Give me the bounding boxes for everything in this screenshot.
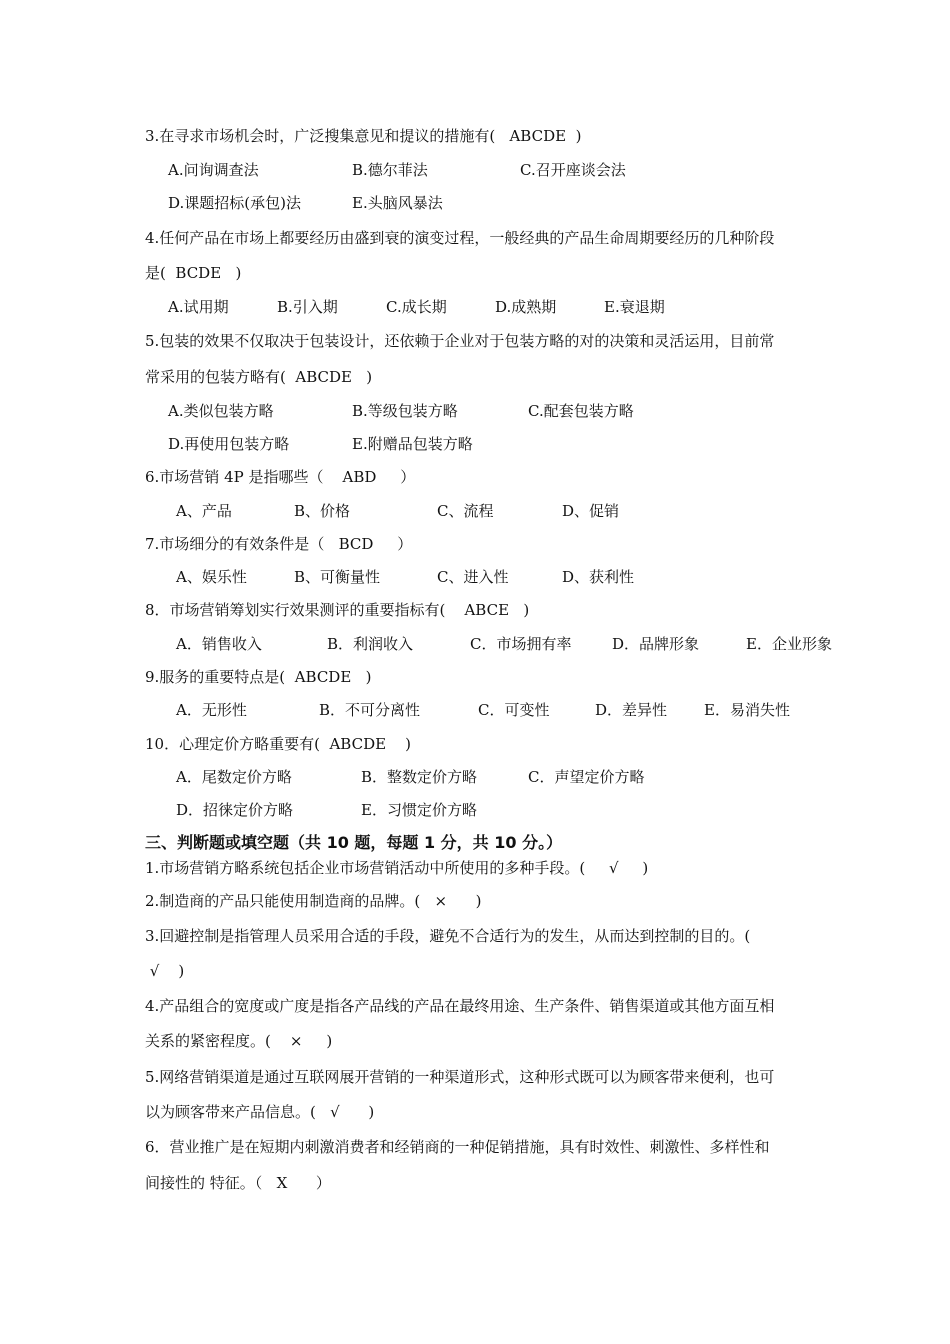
judgement-6-line1: 6．营业推广是在短期内刺激消费者和经销商的一种促销措施，具有时效性、刺激性、多样性和 <box>145 1138 770 1156</box>
q3-option-d: D.课题招标(承包)法 <box>168 194 301 212</box>
q4-stem-line1: 4.任何产品在市场上都要经历由盛到衰的演变过程，一般经典的产品生命周期要经历的几种阶段 <box>145 229 775 247</box>
q3-option-e: E.头脑风暴法 <box>352 194 443 212</box>
q5-option-d: D.再使用包装方略 <box>168 435 290 453</box>
q8-stem: 8．市场营销筹划实行效果测评的重要指标有( ABCE ) <box>145 601 530 619</box>
q9-option-d: D．差异性 <box>595 701 668 719</box>
q8-option-e: E．企业形象 <box>746 635 832 653</box>
q9-option-e: E．易消失性 <box>704 701 790 719</box>
q10-option-d: D．招徕定价方略 <box>176 801 294 819</box>
q3-option-c: C.召开座谈会法 <box>520 161 626 179</box>
judgement-5-line1: 5.网络营销渠道是通过互联网展开营销的一种渠道形式，这种形式既可以为顾客带来便利，也可 <box>145 1068 775 1086</box>
judgement-6-line2: 间接性的 特征。（ X ） <box>145 1174 331 1192</box>
q5-stem-line1: 5.包装的效果不仅取决于包装设计，还依赖于企业对于包装方略的对的决策和灵活运用，目前常 <box>145 332 775 350</box>
q6-option-d: D、促销 <box>562 502 620 520</box>
q4-option-a: A.试用期 <box>168 298 229 316</box>
judgement-2: 2.制造商的产品只能使用制造商的品牌。( × ) <box>145 892 482 910</box>
q7-option-b: B、可衡量性 <box>294 568 381 586</box>
q5-stem-line2: 常采用的包装方略有( ABCDE ) <box>145 368 373 386</box>
q5-option-a: A.类似包装方略 <box>168 402 274 420</box>
q7-option-c: C、进入性 <box>437 568 509 586</box>
q6-option-a: A、产品 <box>176 502 232 520</box>
q3-option-a: A.问询调查法 <box>168 161 259 179</box>
section3-heading: 三、判断题或填空题（共 10 题，每题 1 分，共 10 分。） <box>145 833 563 852</box>
q7-stem: 7.市场细分的有效条件是（ BCD ） <box>145 535 413 553</box>
judgement-4-line1: 4.产品组合的宽度或广度是指各产品线的产品在最终用途、生产条件、销售渠道或其他方面互相 <box>145 997 775 1015</box>
q5-option-c: C.配套包装方略 <box>528 402 634 420</box>
judgement-3-line1: 3.回避控制是指管理人员采用合适的手段，避免不合适行为的发生，从而达到控制的目的。( <box>145 927 751 945</box>
q4-option-b: B.引入期 <box>277 298 338 316</box>
q10-stem: 10．心理定价方略重要有( ABCDE ) <box>145 735 411 753</box>
q5-option-e: E.附赠品包装方略 <box>352 435 473 453</box>
judgement-5-line2: 以为顾客带来产品信息。( √ ) <box>145 1103 375 1121</box>
q5-option-b: B.等级包装方略 <box>352 402 458 420</box>
q6-option-b: B、价格 <box>294 502 351 520</box>
q6-stem: 6.市场营销 4P 是指哪些（ ABD ） <box>145 468 416 486</box>
q9-option-a: A．无形性 <box>176 701 247 719</box>
q4-stem-line2: 是( BCDE ) <box>145 264 242 282</box>
q10-option-b: B．整数定价方略 <box>361 768 478 786</box>
q9-option-c: C．可变性 <box>478 701 550 719</box>
q10-option-e: E．习惯定价方略 <box>361 801 477 819</box>
judgement-3-line2: √ ) <box>145 962 185 980</box>
q3-option-b: B.德尔菲法 <box>352 161 428 179</box>
q6-option-c: C、流程 <box>437 502 494 520</box>
judgement-4-line2: 关系的紧密程度。( × ) <box>145 1032 333 1050</box>
q7-option-d: D、获利性 <box>562 568 635 586</box>
q8-option-a: A．销售收入 <box>176 635 262 653</box>
q8-option-b: B．利润收入 <box>327 635 414 653</box>
q8-option-d: D．品牌形象 <box>612 635 700 653</box>
q9-stem: 9.服务的重要特点是( ABCDE ) <box>145 668 372 686</box>
q4-option-d: D.成熟期 <box>495 298 557 316</box>
q10-option-a: A．尾数定价方略 <box>176 768 292 786</box>
q10-option-c: C．声望定价方略 <box>528 768 645 786</box>
q4-option-c: C.成长期 <box>386 298 447 316</box>
q4-option-e: E.衰退期 <box>604 298 665 316</box>
q7-option-a: A、娱乐性 <box>176 568 247 586</box>
q8-option-c: C．市场拥有率 <box>470 635 572 653</box>
judgement-1: 1.市场营销方略系统包括企业市场营销活动中所使用的多种手段。( √ ) <box>145 859 649 877</box>
q9-option-b: B．不可分离性 <box>319 701 421 719</box>
q3-stem: 3.在寻求市场机会时，广泛搜集意见和提议的措施有( ABCDE ) <box>145 127 582 145</box>
